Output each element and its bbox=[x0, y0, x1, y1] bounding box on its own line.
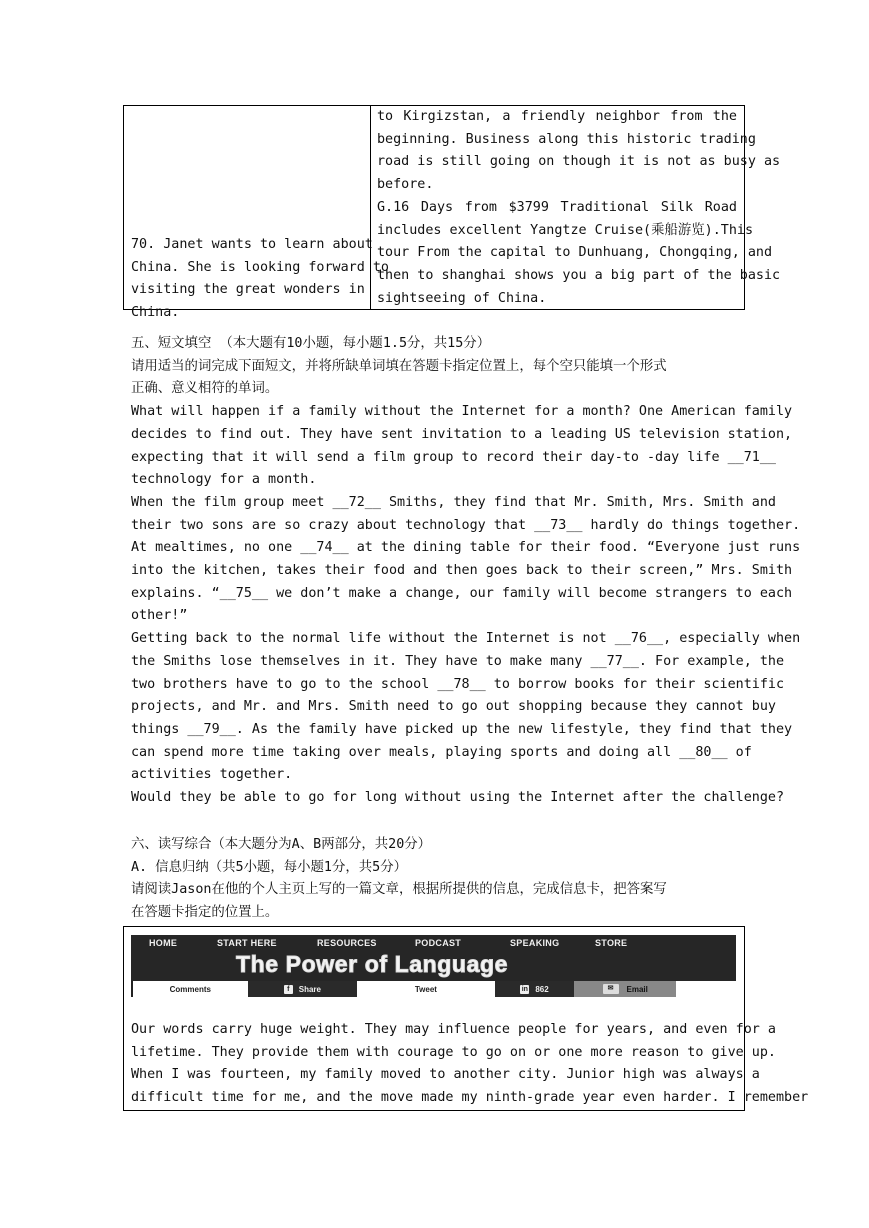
question-line: 70. Janet wants to learn about bbox=[131, 237, 373, 252]
article-line: difficult time for me, and the move made my ninth-grade year even harder. I remember bbox=[131, 1090, 809, 1106]
option-line: beginning. Business along this historic trading bbox=[377, 131, 756, 147]
linkedin-icon: in bbox=[521, 985, 528, 993]
passage-line: decides to find out. They have sent invitation to a leading US television station, bbox=[131, 426, 793, 442]
passage-line: into the kitchen, takes their food and then goes back to their screen,” Mrs. Smith bbox=[131, 563, 793, 579]
option-line: sightseeing of China. bbox=[377, 290, 547, 306]
passage-line: things __79__. As the family have picked up the new lifestyle, they find that they bbox=[131, 721, 793, 737]
passage-line: other!” bbox=[131, 608, 188, 624]
website-banner-image bbox=[131, 935, 736, 997]
passage-line: two brothers have to go to the school __78__ to borrow books for their scientific bbox=[131, 676, 785, 692]
passage-line: When the film group meet __72__ Smiths, they find that Mr. Smith, Mrs. Smith and bbox=[131, 494, 776, 510]
nav-home: HOME bbox=[149, 938, 178, 948]
section-6 bbox=[131, 834, 737, 925]
share-label: Share bbox=[298, 984, 321, 994]
email-tab bbox=[574, 981, 676, 997]
envelope-icon: ✉ bbox=[603, 984, 619, 994]
section-5-instruction: 正确、意义相符的单词。 bbox=[131, 381, 279, 397]
passage-line: the Smiths lose themselves in it. They have to make many __77__. For example, the bbox=[131, 653, 785, 669]
article-text bbox=[131, 1019, 809, 1110]
nav-start-here: START HERE bbox=[217, 938, 277, 948]
passage-line: can spend more time taking over meals, playing sports and doing all __80__ of bbox=[131, 744, 752, 760]
passage-line: Would they be able to go for long without using the Internet after the challenge? bbox=[131, 790, 785, 806]
article-line: lifetime. They provide them with courage to go on or one more reason to give up. bbox=[131, 1044, 776, 1060]
option-line: road is still going on though it is not as busy as bbox=[377, 154, 781, 170]
table-divider bbox=[370, 106, 371, 309]
passage-line: technology for a month. bbox=[131, 472, 317, 488]
share-tab bbox=[248, 981, 358, 997]
option-line: includes excellent Yangtze Cruise(乘船游览).This bbox=[377, 222, 754, 238]
article-box bbox=[123, 926, 809, 1111]
question-line: China. bbox=[131, 305, 180, 321]
question-table bbox=[123, 105, 781, 321]
passage-line: expecting that it will send a film group to record their day-to -day life __71__ bbox=[131, 449, 776, 465]
comments-tab bbox=[131, 981, 248, 997]
passage-line: explains. “__75__ we don’t make a change, our family will become strangers to each bbox=[131, 585, 793, 601]
passage-line: projects, and Mr. and Mrs. Smith need to go out shopping because they cannot buy bbox=[131, 699, 776, 715]
article-line: Our words carry huge weight. They may influence people for years, and even for a bbox=[131, 1022, 776, 1037]
tweet-label: Tweet bbox=[414, 984, 437, 994]
section-5-instruction: 请用适当的词完成下面短文，并将所缺单词填在答题卡指定位置上，每个空只能填一个形式 bbox=[131, 358, 667, 374]
nav-store: STORE bbox=[595, 938, 628, 948]
passage-line: their two sons are so crazy about technology that __73__ hardly do things together. bbox=[131, 517, 801, 533]
linkedin-tab bbox=[495, 981, 575, 997]
option-line: before. bbox=[377, 177, 434, 193]
article-line: When I was fourteen, my family moved to another city. Junior high was always a bbox=[131, 1067, 760, 1083]
email-label: Email bbox=[626, 984, 648, 994]
question-70-cell bbox=[131, 234, 389, 325]
section-5 bbox=[131, 333, 801, 810]
share-bar bbox=[131, 981, 676, 997]
section-6-heading: 六、读写综合（本大题分为A、B两部分，共20分） bbox=[131, 837, 432, 852]
comments-label: Comments bbox=[169, 984, 211, 994]
option-cell bbox=[377, 106, 781, 310]
section-6-instruction: 请阅读Jason在他的个人主页上写的一篇文章，根据所提供的信息，完成信息卡，把答案写 bbox=[131, 882, 667, 898]
banner-title: The Power of Language bbox=[236, 951, 509, 977]
passage-line: Getting back to the normal life without the Internet is not __76__, especially when bbox=[131, 631, 801, 647]
tweet-tab bbox=[357, 981, 495, 997]
option-line: then to shanghai shows you a big part of the basic bbox=[377, 267, 781, 283]
passage-line: At mealtimes, no one __74__ at the dining table for their food. “Everyone just runs bbox=[131, 540, 801, 556]
banner-nav bbox=[149, 938, 645, 948]
facebook-icon: f bbox=[284, 985, 293, 994]
section-6-subheading: A. 信息归纳（共5小题，每小题1分，共5分） bbox=[131, 859, 408, 875]
question-line: China. She is looking forward to bbox=[131, 259, 389, 275]
section-5-heading: 五、短文填空 （本大题有10小题，每小题1.5分，共15分） bbox=[131, 336, 491, 351]
section-6-instruction: 在答题卡指定的位置上。 bbox=[131, 905, 279, 921]
passage-line: What will happen if a family without the Internet for a month? One American family bbox=[131, 404, 793, 420]
linkedin-count: 862 bbox=[535, 984, 549, 994]
nav-resources: RESOURCES bbox=[317, 938, 377, 948]
nav-podcast: PODCAST bbox=[415, 938, 462, 948]
option-line: to Kirgizstan, a friendly neighbor from the bbox=[377, 109, 737, 124]
option-line: tour From the capital to Dunhuang, Chongqing, and bbox=[377, 245, 773, 261]
option-line: G.16 Days from $3799 Traditional Silk Road bbox=[377, 199, 737, 215]
nav-speaking: SPEAKING bbox=[510, 938, 560, 948]
passage-line: activities together. bbox=[131, 767, 293, 783]
question-line: visiting the great wonders in bbox=[131, 282, 365, 298]
